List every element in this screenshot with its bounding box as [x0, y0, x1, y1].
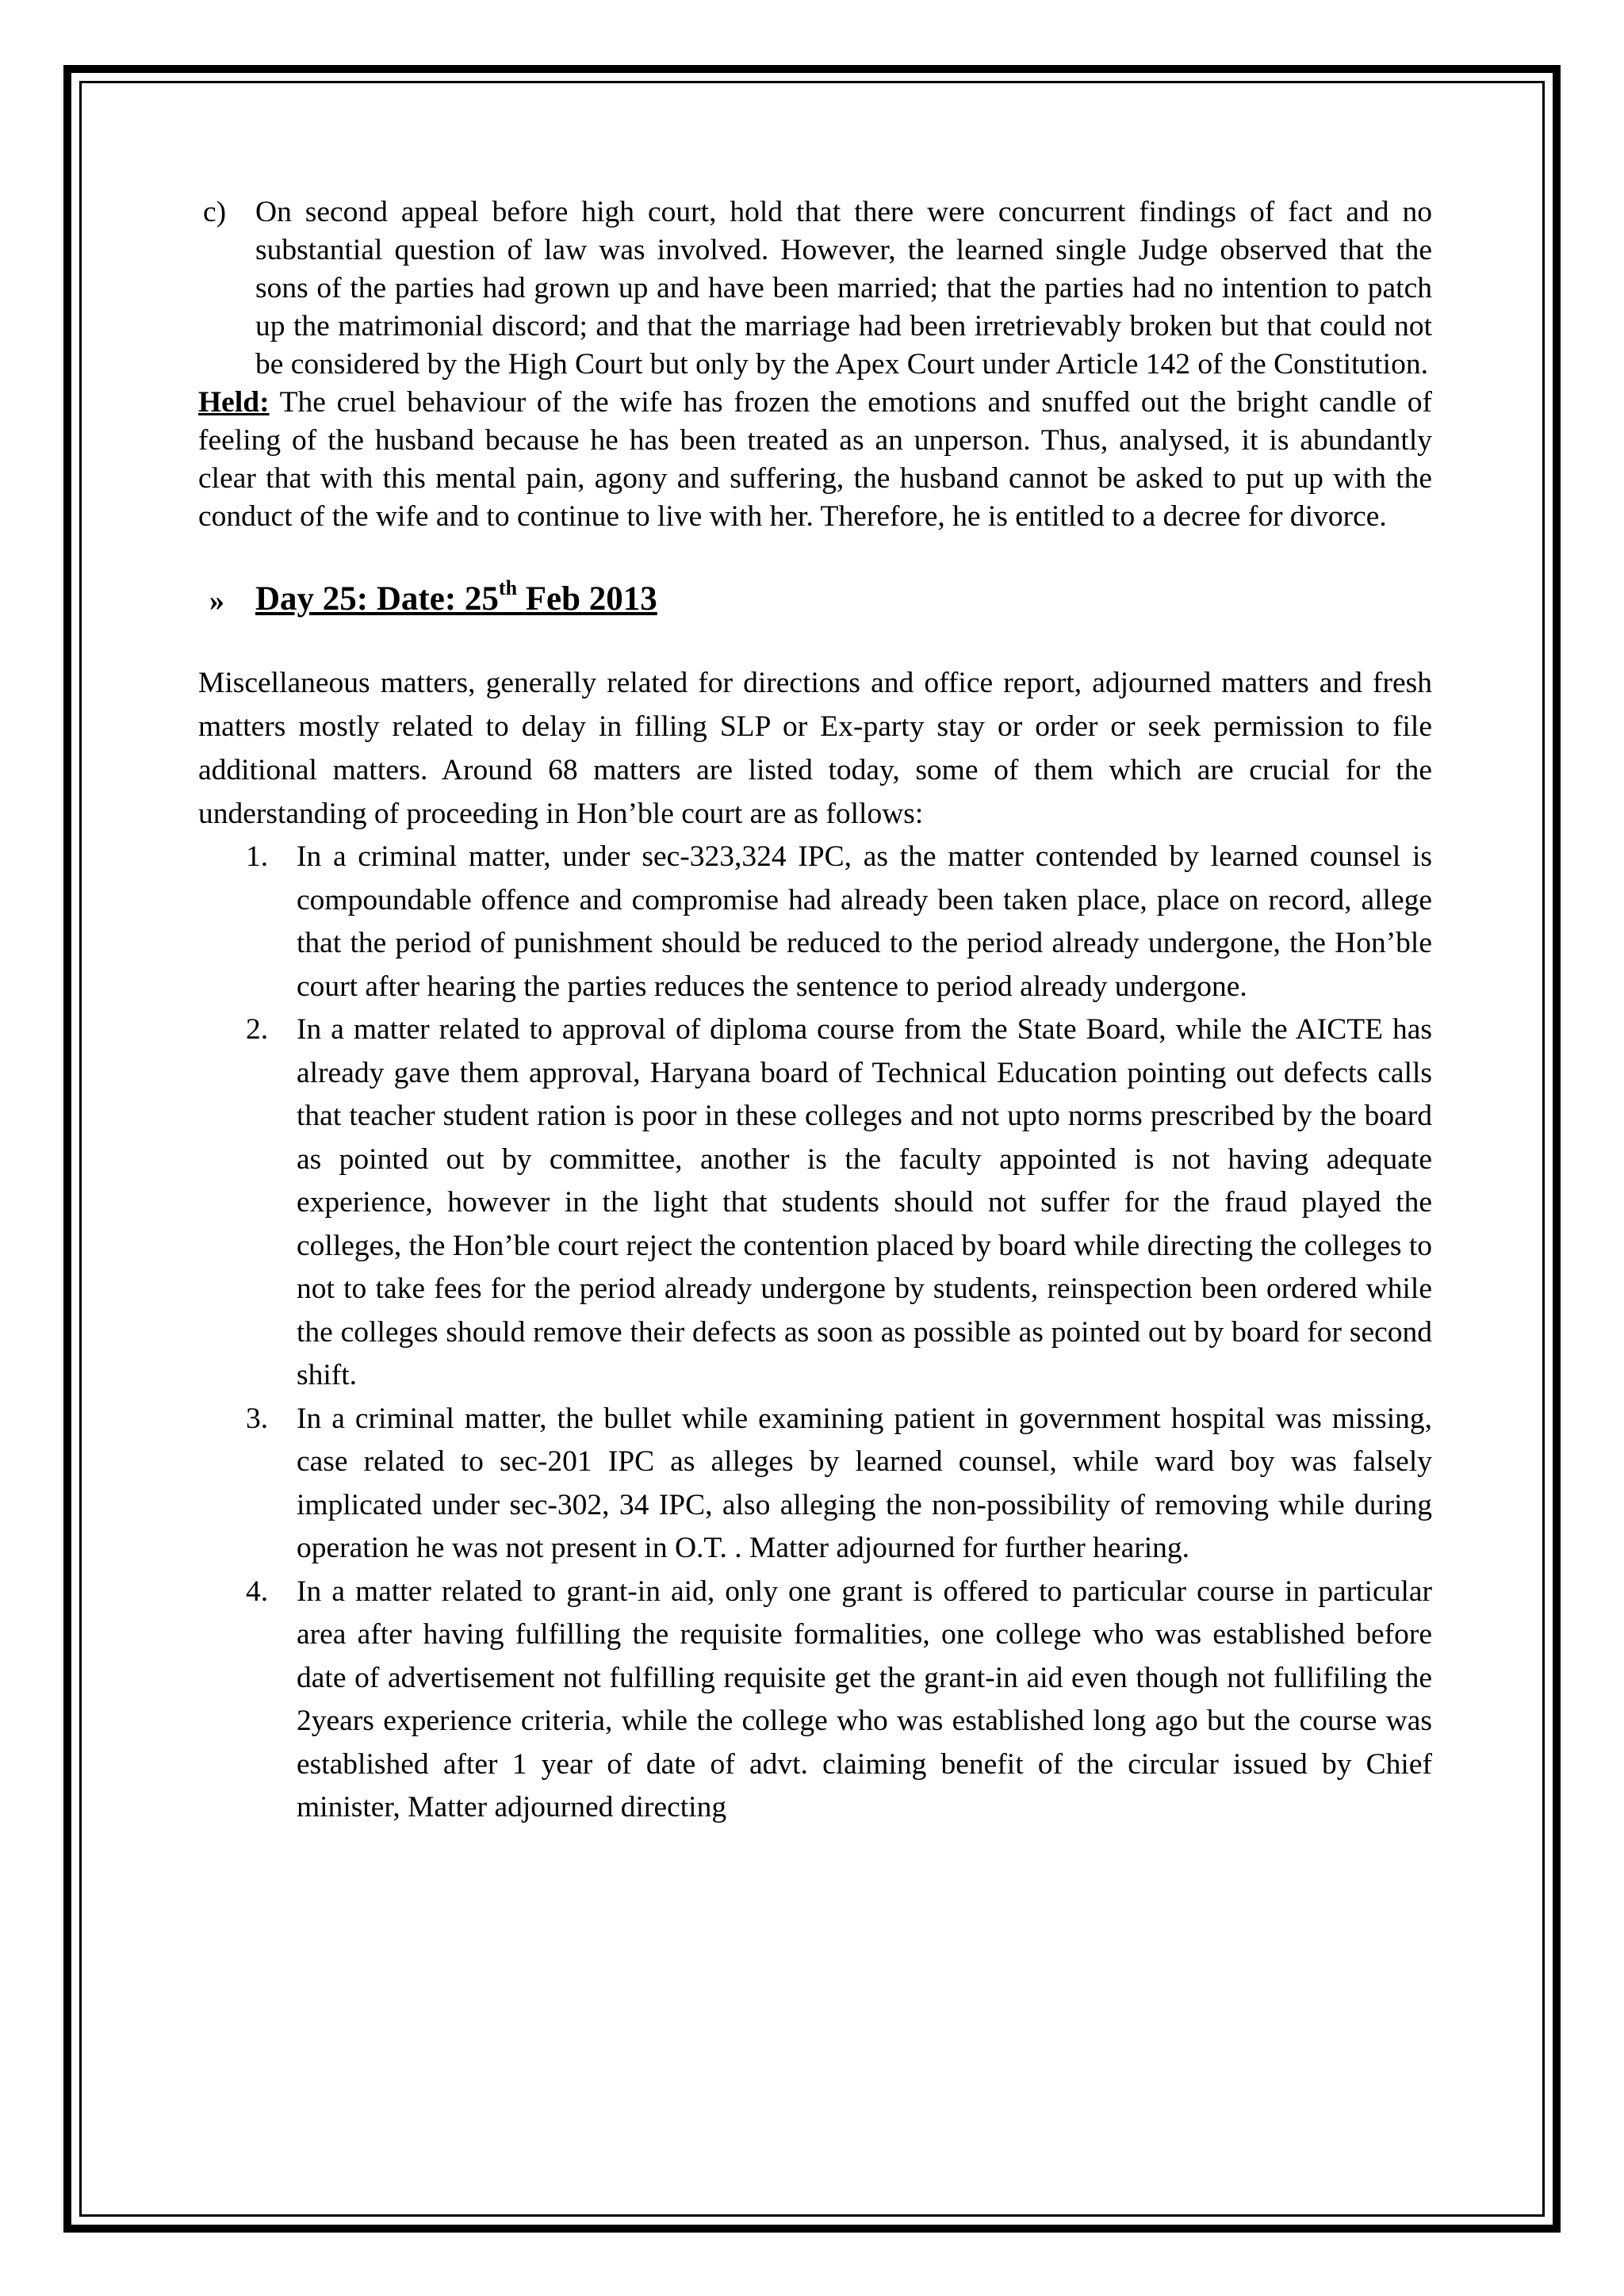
- list-item: [198, 836, 1432, 1008]
- heading-prefix: Day 25: Date: 25: [255, 580, 499, 618]
- held-label: Held:: [198, 386, 270, 419]
- list-item-c: [198, 193, 1432, 384]
- held-text: The cruel behaviour of the wife has frozen the emotions and snuffed out the bright candle of feeling of the husband because he has been treated as an unperson. Thus, analysed, it is abundantly clear that with this mental pain, agony and suffering, the husband cannot be asked to put up with the conduct of the wife and to continue to live with her. Therefore, he is entitled to a decree for divorce.: [198, 386, 1433, 533]
- heading-suffix: Feb 2013: [525, 580, 657, 618]
- heading-superscript: th: [498, 576, 518, 599]
- list-number: 2.: [246, 1013, 269, 1046]
- list-item-text: On second appeal before high court, hold that there were concurrent findings of fact and no substantial question of law was involved. However, the learned single Judge observed that the sons of the parties had grown up and have been married; that the parties had no intention to patch up the matrimonial discord; and that the marriage had been irretrievably broken but that could not be considered by the High Court but only by the Apex Court under Article 142 of the Constitution.: [255, 196, 1432, 381]
- list-marker: c): [203, 196, 227, 228]
- document-body: [198, 193, 1432, 1830]
- held-paragraph: [198, 384, 1432, 536]
- double-chevron-bullet-icon: »: [209, 584, 224, 618]
- intro-paragraph: Miscellaneous matters, generally related for directions and office report, adjourned matters and fresh matters mostly related to delay in filling SLP or Ex-party stay or order or seek permission to file additional matters. Around 68 matters are listed today, some of them which are crucial for the understanding of proceeding in Hon’ble court are as follows:: [198, 667, 1432, 830]
- list-item-text: In a criminal matter, under sec-323,324 IPC, as the matter contended by learned counsel is compoundable offence and compromise had already been taken place, place on record, allege that the period of punishment should be reduced to the period already undergone, the Hon’ble court after hearing the parties reduces the sentence to period already undergone.: [297, 840, 1432, 1003]
- list-item: [198, 1008, 1432, 1398]
- list-item: [198, 1398, 1432, 1571]
- heading-text: [255, 574, 657, 625]
- list-number: 1.: [246, 840, 269, 873]
- list-item-text: In a criminal matter, the bullet while examining patient in government hospital was missing, case related to sec-201 IPC as alleges by learned counsel, while ward boy was falsely implicated under sec-302, 34 IPC, also alleging the non-possibility of removing while during operation he was not present in O.T. . Matter adjourned for further hearing.: [297, 1402, 1432, 1564]
- section-heading: [198, 574, 1432, 625]
- matters-list: [198, 836, 1432, 1830]
- list-item-text: In a matter related to grant-in aid, only one grant is offered to particular course in particular area after having fulfilling the requisite formalities, one college who was established before date of advertisement not fulfilling requisite get the grant-in aid even though not fullifiling the 2years experience criteria, while the college who was established long ago but the course was established after 1 year of date of advt. claiming benefit of the circular issued by Chief minister, Matter adjourned directing: [297, 1575, 1432, 1823]
- list-item: [198, 1571, 1432, 1830]
- list-number: 4.: [246, 1575, 269, 1608]
- list-number: 3.: [246, 1402, 269, 1435]
- list-item-text: In a matter related to approval of diploma course from the State Board, while the AICTE has already gave them approval, Haryana board of Technical Education pointing out defects calls that teacher student ration is poor in these colleges and not upto norms prescribed by the board as pointed out by committee, another is the faculty appointed is not having adequate experience, however in the light that students should not suffer for the fraud played the colleges, the Hon’ble court reject the contention placed by board while directing the colleges to not to take fees for the period already undergone by students, reinspection been ordered while the colleges should remove their defects as soon as possible as pointed out by board for second shift.: [297, 1013, 1432, 1391]
